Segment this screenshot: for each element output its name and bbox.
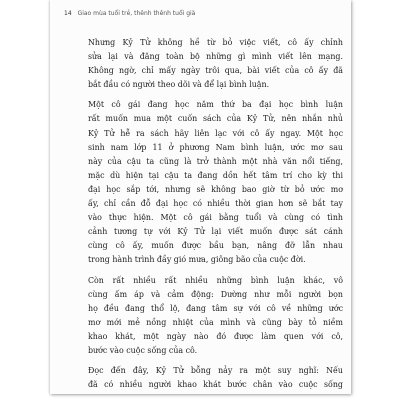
body-text: [88, 36, 343, 394]
text-line: Một cô gái đang học năm thứ ba đại học bình luận: [88, 100, 343, 110]
text-line: họ đều đang thổ lộ, đang tâm sự với cô về những ước: [88, 303, 343, 313]
text-line: mơ mới mẻ nồng nhiệt của mình và cũng bày tỏ niềm: [88, 317, 343, 327]
running-header: [64, 10, 195, 17]
text-line: Đọc đến đây, Kỷ Tử bỗng nảy ra một suy nghĩ: Nếu: [88, 366, 343, 376]
text-line: vào thực hiện. Một cô gái bằng tuổi và cùng có tình: [88, 213, 343, 223]
text-line: khao khát, một ngày nào đó được làm quen với cô,: [88, 331, 343, 341]
text-line: Còn rất nhiều rất nhiều những bình luận khác, vô: [88, 275, 343, 285]
text-line: Không ngờ, chỉ mấy ngày trôi qua, bài viết của cô ấy đã: [88, 66, 343, 76]
text-line: sửa lại và đăng toàn bộ những gì mình viết lên mạng.: [88, 52, 343, 62]
paragraph-2: [88, 98, 343, 267]
book-page: [50, 0, 351, 394]
text-line: rất muốn mua một cuốn sách của Kỷ Tử, nên nhắn nhủ: [88, 114, 343, 124]
text-line: bước vào cuộc sống của cô.: [88, 345, 198, 355]
page-number: 14: [64, 10, 72, 17]
text-line: bắt đầu có người theo dõi và để lại bình luận.: [88, 80, 270, 90]
text-line: Kỷ Tử hễ ra sách hãy liên lạc với cô ấy ngay. Một học: [88, 128, 343, 138]
paragraph-4: [88, 364, 343, 392]
text-line: sinh nam lớp 11 ở phương Nam bình luận, ước mơ sau: [88, 142, 343, 152]
text-line: cùng cô ấy, muốn được bầu bạn, nâng đỡ lẫn nhau: [88, 241, 343, 251]
text-line: mặc dù hiện tại cậu ta đang dồn hết tâm trí cho kỳ thi: [88, 170, 343, 180]
paragraph-1: [88, 36, 343, 92]
text-line: này của cậu ta cũng là trở thành một nhà văn nổi tiếng,: [88, 156, 343, 166]
paragraph-3: [88, 274, 343, 359]
text-line: Nhưng Kỷ Tử không hề từ bỏ việc viết, cô ấy chỉnh: [88, 38, 343, 47]
text-line: cùng ấm áp và cảm động: Dường như mỗi người bọn: [88, 289, 343, 299]
text-line: ấy, chỉ cần đỗ đại học có nhiều thời gian hơn sẽ bắt tay: [88, 199, 343, 209]
text-line: trong hành trình đầy gió mưa, giông bão của cuộc đời.: [88, 255, 306, 265]
running-title: Giao mùa tuổi trẻ, thênh thênh tuổi già: [77, 10, 196, 17]
text-line: cảnh tương tự với Kỷ Tử lại viết muốn được sát cánh: [88, 227, 343, 237]
text-line: đại học sắp tới, nhưng sẽ không bao giờ từ bỏ ước mơ: [88, 184, 343, 194]
text-line: đã có nhiều người khao khát bước chân vào cuộc sống: [88, 380, 343, 390]
